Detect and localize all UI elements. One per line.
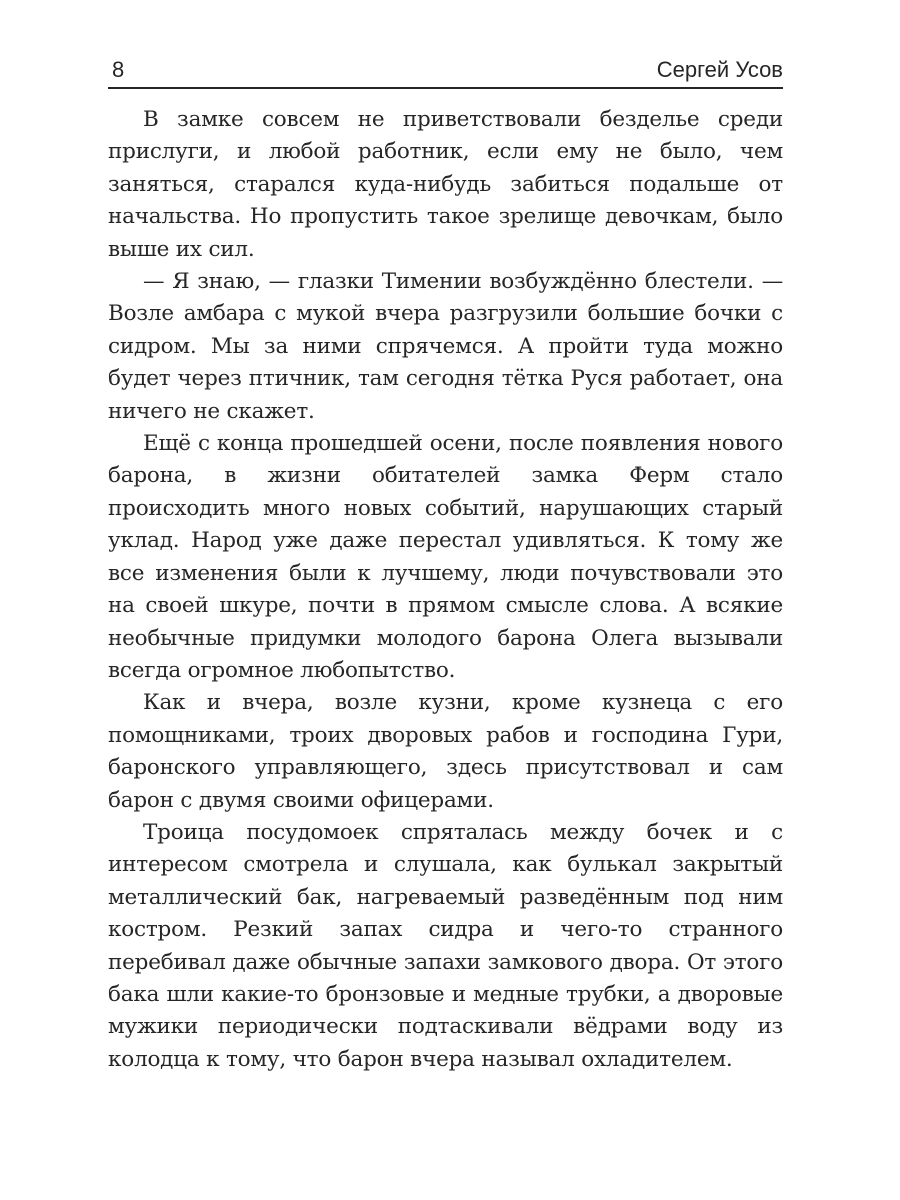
paragraph: Ещё с конца прошедшей осени, после появления нового барона, в жизни обитателей замка Ферм стало происходить много новых событий, нарушающих старый уклад. Народ уже даже перестал удивляться. К тому же все изменения были к лучшему, люди почувствовали это на своей шкуре, почти в прямом смысле слова. А всякие необычные придумки молодого барона Олега вызывали всегда огромное любопытство. <box>108 431 783 683</box>
header-rule <box>108 87 783 89</box>
running-head-author: Сергей Усов <box>656 57 783 82</box>
page-number: 8 <box>112 57 125 82</box>
paragraph: Как и вчера, возле кузни, кроме кузнеца с его помощниками, троих дворовых рабов и господина Гури, баронского управляющего, здесь присутствовал и сам барон с двумя своими офицерами. <box>108 690 783 813</box>
paragraph: Троица посудомоек спряталась между бочек и с интересом смотрела и слушала, как булькал закрытый металлический бак, нагреваемый разведённым под ним костром. Резкий запах сидра и чего-то странного перебивал даже обычные запахи замкового двора. От этого бака шли какие-то бронзовые и медные трубки, а дворовые мужики периодически подтаскивали вёдрами воду из колодца к тому, что барон вчера называл охладителем. <box>108 819 783 1072</box>
paragraph: В замке совсем не приветствовали безделье среди прислуги, и любой работник, если ему не было, чем заняться, старался куда-нибудь забиться подальше от начальства. Но пропустить такое зрелище девочкам, было выше их сил. <box>108 107 783 262</box>
paragraph: — Я знаю, — глазки Тимении возбуждённо блестели. — Возле амбара с мукой вчера разгрузили большие бочки с сидром. Мы за ними спрячемся. А пройти туда можно будет через птичник, там сегодня тётка Руся работает, она ничего не скажет. <box>108 269 783 424</box>
body-text <box>108 104 783 1076</box>
page-header <box>108 52 783 88</box>
